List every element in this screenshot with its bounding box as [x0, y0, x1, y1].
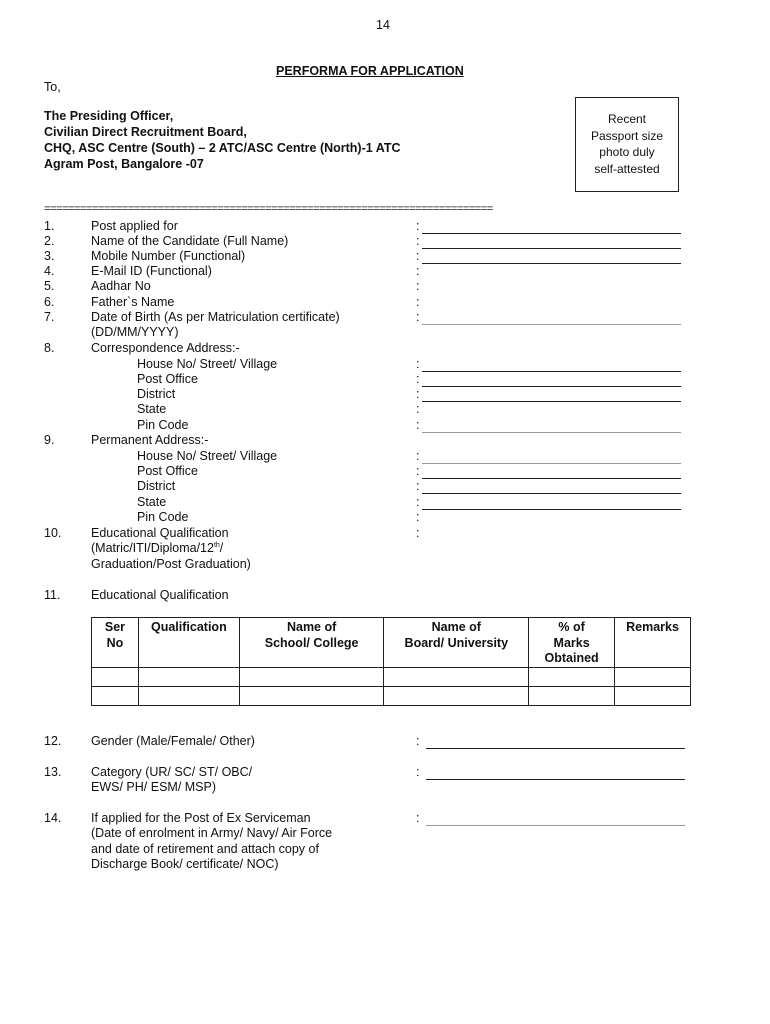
item-number: 5.: [44, 279, 55, 293]
table-cell[interactable]: [239, 686, 384, 705]
item-label-father: Father`s Name: [91, 295, 175, 309]
corr-postoffice-label: Post Office: [137, 372, 198, 386]
edu-types-sup: th: [213, 541, 220, 549]
item-label-gender: Gender (Male/Female/ Other): [91, 734, 255, 748]
table-cell[interactable]: [92, 667, 139, 686]
colon: :: [416, 249, 420, 263]
address-line-1: The Presiding Officer,: [44, 109, 174, 123]
mobile-number-field[interactable]: [422, 263, 681, 264]
photo-box-line: photo duly: [599, 145, 655, 159]
table-cell[interactable]: [138, 686, 239, 705]
item-number: 11.: [44, 588, 61, 602]
item-label-email: E-Mail ID (Functional): [91, 264, 212, 278]
table-cell[interactable]: [615, 667, 691, 686]
item-number: 2.: [44, 234, 55, 248]
item-label-education: Educational Qualification: [91, 526, 229, 540]
item-number: 13.: [44, 765, 62, 779]
table-cell[interactable]: [138, 667, 239, 686]
item-label-exserviceman-2: (Date of enrolment in Army/ Navy/ Air Force: [91, 826, 333, 840]
col-ser-no: Ser No: [92, 618, 139, 668]
item-label-education-table: Educational Qualification: [91, 588, 229, 602]
corr-district-label: District: [137, 387, 176, 401]
category-field[interactable]: [426, 779, 685, 780]
exserviceman-field[interactable]: [426, 825, 685, 826]
item-label-name: Name of the Candidate (Full Name): [91, 234, 289, 248]
table-cell[interactable]: [529, 667, 615, 686]
item-number: 6.: [44, 295, 55, 309]
colon: :: [416, 734, 420, 748]
education-table: [91, 617, 691, 706]
item-number: 9.: [44, 433, 55, 447]
colon: :: [416, 510, 420, 524]
corr-pincode-field[interactable]: [422, 432, 681, 433]
colon: :: [416, 479, 420, 493]
item-label-category-2: EWS/ PH/ ESM/ MSP): [91, 780, 217, 794]
corr-state-label: State: [137, 402, 167, 416]
table-row: [92, 667, 691, 686]
photo-box: [575, 97, 679, 192]
photo-box-line: self-attested: [594, 161, 660, 176]
colon: :: [416, 234, 420, 248]
colon: :: [416, 357, 420, 371]
corr-pincode-label: Pin Code: [137, 418, 189, 432]
perm-state-field[interactable]: [422, 509, 681, 510]
item-number: 4.: [44, 264, 55, 278]
item-label-exserviceman-4: Discharge Book/ certificate/ NOC): [91, 857, 279, 871]
table-cell[interactable]: [384, 686, 529, 705]
colon: :: [416, 526, 420, 540]
item-number: 8.: [44, 341, 55, 355]
edu-types-text-end: /: [219, 541, 224, 555]
post-applied-field[interactable]: [422, 233, 681, 234]
colon: :: [416, 372, 420, 386]
page-title: PERFORMA FOR APPLICATION: [276, 64, 464, 78]
item-label-exserviceman: If applied for the Post of Ex Serviceman: [91, 811, 311, 825]
colon: :: [416, 464, 420, 478]
perm-district-field[interactable]: [422, 493, 681, 494]
perm-state-label: State: [137, 495, 167, 509]
colon: :: [416, 495, 420, 509]
corr-district-field[interactable]: [422, 401, 681, 402]
col-board: Name of Board/ University: [384, 618, 529, 668]
item-number: 1.: [44, 219, 55, 233]
edu-types-text: (Matric/ITI/Diploma/12: [91, 541, 214, 555]
perm-house-field[interactable]: [422, 463, 681, 464]
colon: :: [416, 402, 420, 416]
separator: ===========================================================================: [44, 203, 493, 215]
perm-district-label: District: [137, 479, 176, 493]
table-row: [92, 686, 691, 705]
corr-house-label: House No/ Street/ Village: [137, 357, 278, 371]
gender-field[interactable]: [426, 748, 685, 749]
item-label-mobile: Mobile Number (Functional): [91, 249, 246, 263]
perm-postoffice-field[interactable]: [422, 478, 681, 479]
address-line-2: Civilian Direct Recruitment Board,: [44, 125, 247, 139]
item-label-aadhar: Aadhar No: [91, 279, 151, 293]
colon: :: [416, 765, 420, 779]
table-cell[interactable]: [615, 686, 691, 705]
table-header-row: [92, 618, 691, 668]
item-label-post: Post applied for: [91, 219, 178, 233]
colon: :: [416, 279, 420, 293]
colon: :: [416, 219, 420, 233]
item-number: 14.: [44, 811, 62, 825]
page-number: 14: [376, 18, 390, 32]
table-cell[interactable]: [529, 686, 615, 705]
item-number: 10.: [44, 526, 62, 540]
perm-pincode-label: Pin Code: [137, 510, 189, 524]
photo-box-line: Recent: [607, 112, 647, 126]
col-remarks: Remarks: [615, 618, 691, 668]
col-marks: % of Marks Obtained: [529, 618, 615, 668]
candidate-name-field[interactable]: [422, 248, 681, 249]
item-number: 7.: [44, 310, 55, 324]
photo-box-line: Passport size: [590, 128, 664, 143]
address-line-4: Agram Post, Bangalore -07: [44, 157, 204, 171]
col-school: Name of School/ College: [239, 618, 384, 668]
table-cell[interactable]: [92, 686, 139, 705]
table-cell[interactable]: [239, 667, 384, 686]
colon: :: [416, 295, 420, 309]
colon: :: [416, 418, 420, 432]
corr-house-field[interactable]: [422, 371, 681, 372]
item-label-dob-format: (DD/MM/YYYY): [91, 325, 179, 339]
item-label-exserviceman-3: and date of retirement and attach copy of: [91, 842, 319, 856]
corr-postoffice-field[interactable]: [422, 386, 681, 387]
address-line-3: CHQ, ASC Centre (South) – 2 ATC/ASC Centre (North)-1 ATC: [44, 141, 401, 155]
perm-house-label: House No/ Street/ Village: [137, 449, 278, 463]
item-label-education-types: [91, 541, 223, 555]
colon: :: [416, 310, 420, 324]
item-number: 12.: [44, 734, 62, 748]
item-label-dob: Date of Birth (As per Matriculation certificate): [91, 310, 340, 324]
item-label-correspondence: Correspondence Address:-: [91, 341, 240, 355]
table-cell[interactable]: [384, 667, 529, 686]
item-label-permanent: Permanent Address:-: [91, 433, 209, 447]
item-number: 3.: [44, 249, 55, 263]
item-label-category: Category (UR/ SC/ ST/ OBC/: [91, 765, 253, 779]
colon: :: [416, 387, 420, 401]
col-qualification: Qualification: [138, 618, 239, 668]
perm-postoffice-label: Post Office: [137, 464, 198, 478]
colon: :: [416, 449, 420, 463]
dob-field[interactable]: [422, 324, 681, 325]
salutation: To,: [44, 80, 61, 94]
colon: :: [416, 811, 420, 825]
colon: :: [416, 264, 420, 278]
item-label-education-grad: Graduation/Post Graduation): [91, 557, 251, 571]
